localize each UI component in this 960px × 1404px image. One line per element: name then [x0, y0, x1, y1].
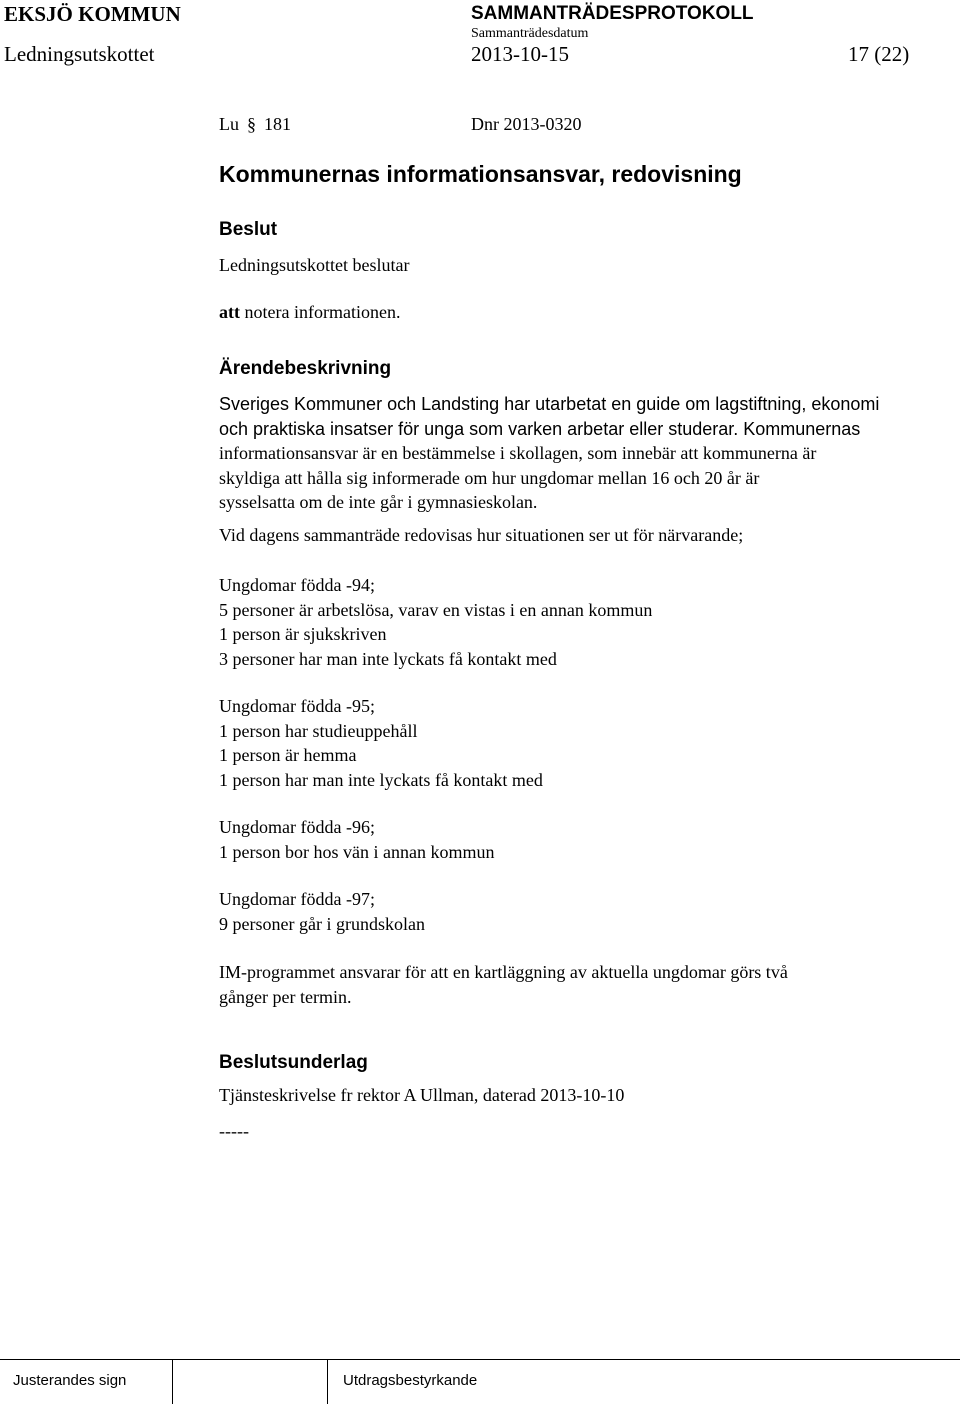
list-item: 1 person har man inte lyckats få kontakt med [219, 769, 543, 790]
footer-divider [327, 1360, 328, 1404]
meeting-date: 2013-10-15 [471, 42, 569, 66]
paragraph-line: sysselsatta om de inte går i gymnasieskolan. [219, 492, 538, 512]
decision-text [219, 302, 400, 323]
meeting-date-label: Sammanträdesdatum [471, 26, 589, 41]
group-heading: Ungdomar födda -94; [219, 575, 375, 595]
group-heading: Ungdomar födda -97; [219, 889, 375, 909]
group-heading: Ungdomar födda -95; [219, 696, 375, 716]
group-97 [219, 887, 425, 936]
basis-text: Tjänsteskrivelse fr rektor A Ullman, daterad 2013-10-10 [219, 1085, 625, 1105]
decision-intro: Ledningsutskottet beslutar [219, 255, 410, 275]
list-item: 1 person är hemma [219, 745, 357, 765]
group-94 [219, 573, 652, 671]
basis-heading: Beslutsunderlag [219, 1052, 368, 1073]
dnr-reference: Dnr 2013-0320 [471, 114, 582, 134]
page-number: 17 (22) [848, 42, 910, 66]
description-paragraph-2: Vid dagens sammanträde redovisas hur situationen ser ut för närvarande; [219, 525, 744, 545]
list-item: 9 personer går i grundskolan [219, 913, 425, 934]
decision-statement: notera informationen. [244, 302, 401, 322]
page-title: Kommunernas informationsansvar, redovisning [219, 161, 742, 187]
group-heading: Ungdomar födda -96; [219, 817, 375, 837]
paragraph-line: gånger per termin. [219, 986, 352, 1007]
document-type: SAMMANTRÄDESPROTOKOLL [471, 3, 754, 24]
paragraph-line: Sveriges Kommuner och Landsting har utarbetat en guide om lagstiftning, ekonomi [219, 394, 880, 414]
item-prefix: Lu [219, 114, 239, 134]
group-96 [219, 815, 494, 864]
paragraph-line: IM-programmet ansvarar för att en kartläggning av aktuella ungdomar görs två [219, 962, 788, 982]
utdragsbestyrkande-label: Utdragsbestyrkande [343, 1372, 478, 1389]
organization-name: EKSJÖ KOMMUN [4, 2, 181, 26]
paragraph-symbol: § [247, 114, 256, 134]
closing-paragraph [219, 960, 788, 1009]
list-item: 5 personer är arbetslösa, varav en vistas i en annan kommun [219, 599, 653, 620]
list-item: 3 personer har man inte lyckats få kontakt med [219, 648, 557, 669]
list-item: 1 person har studieuppehåll [219, 720, 418, 741]
end-marker: ----- [219, 1121, 249, 1141]
description-heading: Ärendebeskrivning [219, 358, 392, 379]
list-item: 1 person är sjukskriven [219, 624, 387, 644]
paragraph-line: och praktiska insatser för unga som varken arbetar eller studerar. Kommunernas [219, 418, 861, 439]
committee-name: Ledningsutskottet [4, 42, 155, 66]
att-word: att [219, 302, 240, 322]
item-reference [219, 114, 291, 135]
justerandes-sign-label: Justerandes sign [13, 1372, 127, 1389]
paragraph-line: informationsansvar är en bestämmelse i skollagen, som innebär att kommunerna är [219, 443, 817, 463]
list-item: 1 person bor hos vän i annan kommun [219, 841, 495, 862]
footer-divider [172, 1360, 173, 1404]
decision-heading: Beslut [219, 219, 278, 240]
description-paragraph-1 [219, 392, 879, 515]
footer-rule [0, 1359, 960, 1360]
item-number: 181 [264, 114, 291, 134]
group-95 [219, 694, 543, 792]
paragraph-line: skyldiga att hålla sig informerade om hur ungdomar mellan 16 och 20 år är [219, 467, 760, 488]
